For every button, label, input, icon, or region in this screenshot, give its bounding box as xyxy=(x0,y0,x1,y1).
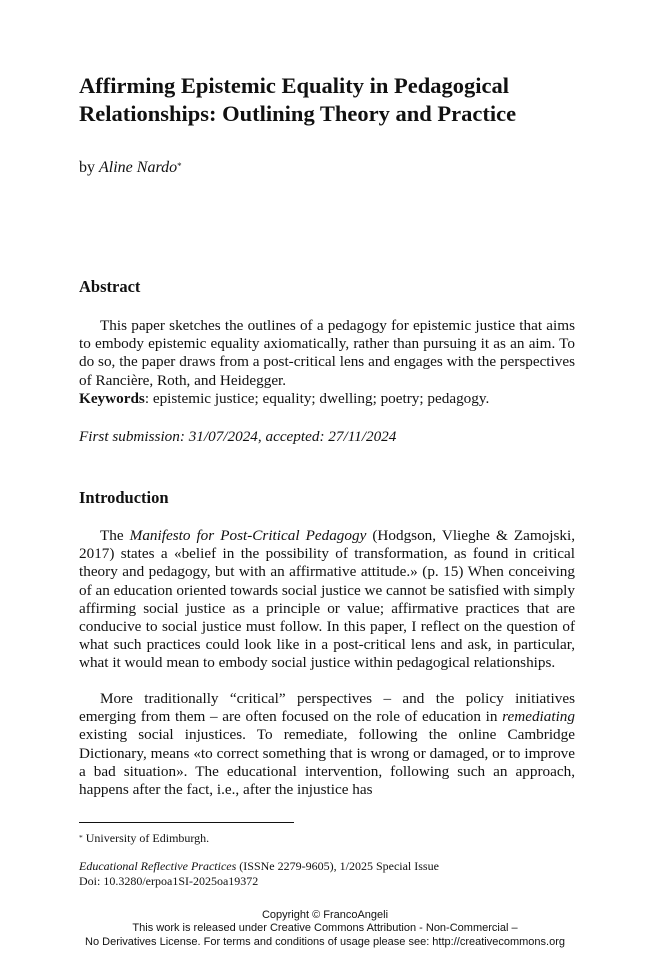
doi[interactable]: Doi: 10.3280/erpoa1SI-2025oa19372 xyxy=(79,874,259,888)
journal-details: (ISSNe 2279-9605), 1/2025 Special Issue xyxy=(236,859,439,873)
introduction-paragraph-1 xyxy=(79,527,575,673)
author-name: Aline Nardo xyxy=(99,159,178,176)
footnote-text: University of Edimburgh. xyxy=(82,831,210,845)
journal-name: Educational Reflective Practices xyxy=(79,859,237,873)
journal-info xyxy=(79,859,439,889)
keywords-list: : epistemic justice; equality; dwelling; poetry; pedagogy. xyxy=(144,390,490,407)
footnote-divider xyxy=(79,822,294,823)
intro-p2-lead: More traditionally “critical” perspectives – and the policy initiatives emerging from them – are often focused on the role of education in xyxy=(79,690,575,726)
abstract-text: This paper sketches the outlines of a pedagogy for epistemic justice that aims to embody epistemic equality axiomatically, rather than pursuing it as an aim. To do so, the paper draws from a post-critical lens and engages with the perspectives of Rancière, Roth, and Heidegger. xyxy=(79,317,575,389)
intro-p1-rest: (Hodgson, Vlieghe & Zamojski, 2017) states a «belief in the possibility of transformation, as found in critical theory and pedagogy, but with an affirmative attitude.» (p. 15) When conceiving of an education oriented towards social justice we cannot be satisfied with simply affirming social justice as a principle or value; affirmative practices that are conducive to social justice must follow. In this paper, I reflect on the question of what such practices could look like in a post-critical lens and ask, in particular, what it would mean to embody social justice within pedagogical relationships. xyxy=(79,527,575,672)
introduction-paragraph-2 xyxy=(79,690,575,799)
introduction-heading: Introduction xyxy=(79,488,169,507)
remediating-term: remediating xyxy=(502,708,575,726)
abstract-heading: Abstract xyxy=(79,277,141,296)
submission-dates: First submission: 31/07/2024, accepted: 27/11/2024 xyxy=(79,428,397,445)
byline xyxy=(79,158,182,178)
keywords-line xyxy=(79,390,575,408)
intro-p2-rest: existing social injustices. To remediate, following the online Cambridge Dictionary, means «to correct something that is wrong or damaged, or to improve a bad situation». The educational intervention, following such an approach, happens after the fact, i.e., after the injustice has xyxy=(79,726,575,799)
footnote xyxy=(79,831,209,846)
license-line-1: This work is released under Creative Commons Attribution - Non-Commercial – xyxy=(132,922,518,935)
by-label: by xyxy=(79,159,95,176)
manifesto-title: Manifesto for Post-Critical Pedagogy xyxy=(129,527,367,544)
license-footer xyxy=(0,909,650,949)
author-footnote-marker[interactable]: * xyxy=(177,161,182,171)
copyright-line: Copyright © FrancoAngeli xyxy=(261,909,389,921)
keywords-label: Keywords xyxy=(79,390,145,407)
license-line-2[interactable]: No Derivatives License. For terms and conditions of usage please see: http://creativecommons.org xyxy=(85,935,565,948)
footnote-marker: * xyxy=(79,833,83,842)
intro-p1-lead: The xyxy=(100,527,130,544)
article-title: Affirming Epistemic Equality in Pedagogical Relationships: Outlining Theory and Practice xyxy=(79,73,517,126)
